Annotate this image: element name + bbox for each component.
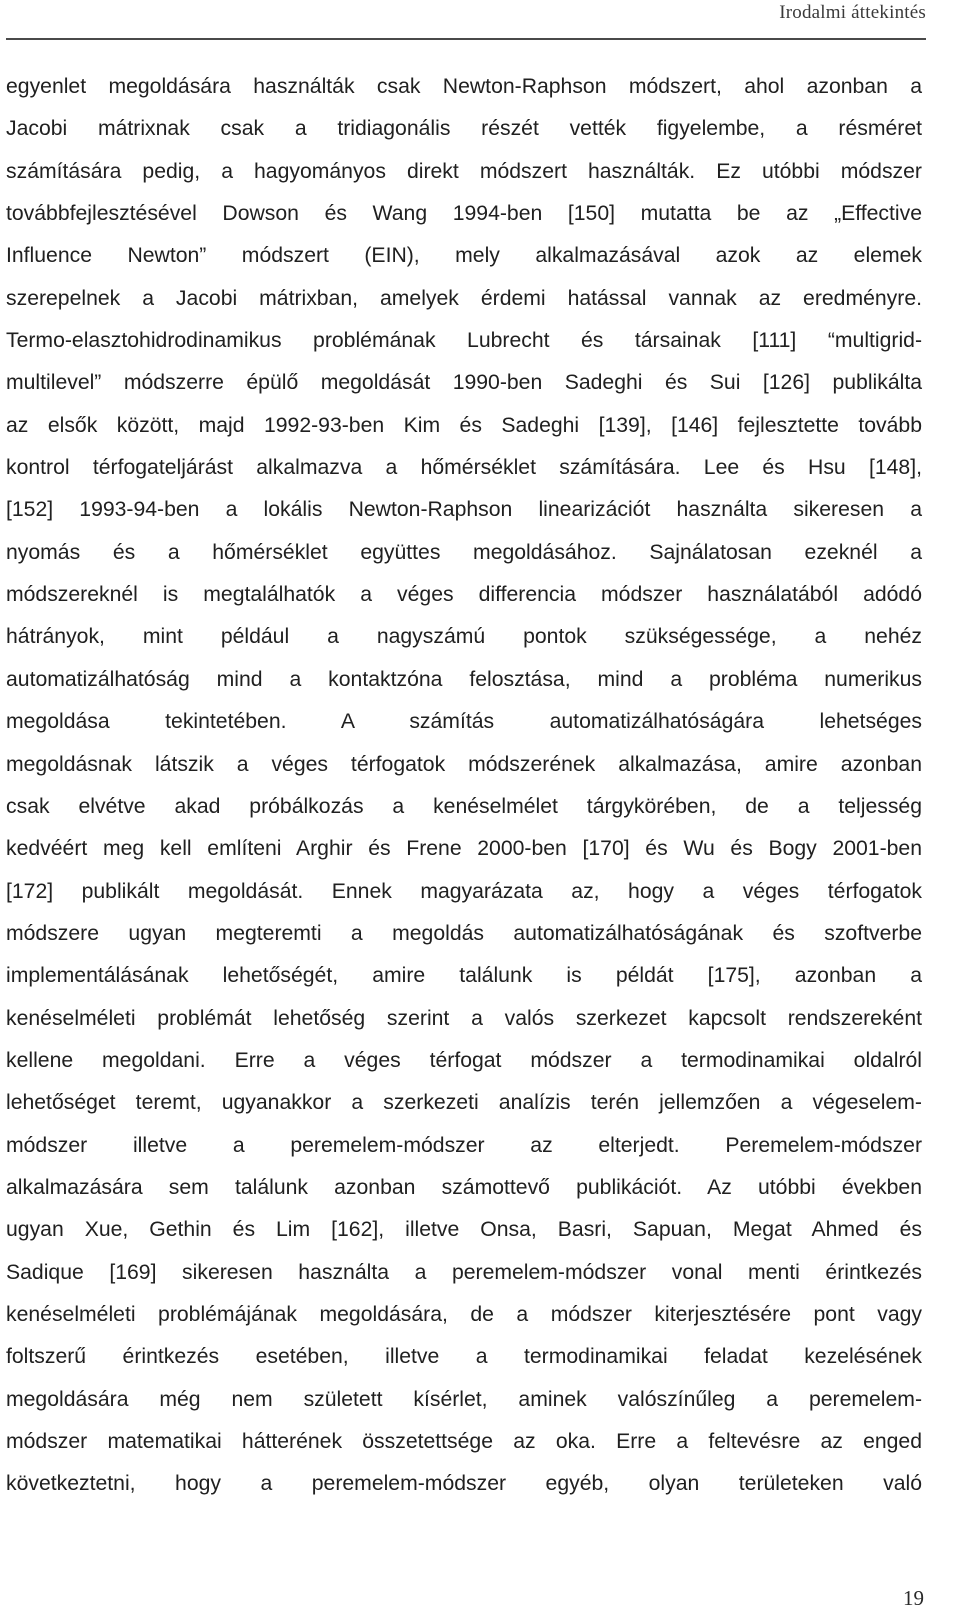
text-line: továbbfejlesztésével Dowson és Wang 1994-ben [150] mutatta be az „Effective	[6, 202, 922, 226]
page-number: 19	[903, 1586, 924, 1610]
text-line: megoldása tekintetében. A számítás automatizálhatóságára lehetséges	[6, 710, 922, 734]
text-line: foltszerű érintkezés esetében, illetve a termodinamikai feladat kezelésének	[6, 1345, 922, 1369]
text-line: módszere ugyan megteremti a megoldás automatizálhatóságának és szoftverbe	[6, 921, 922, 945]
text-line: automatizálhatóság mind a kontaktzóna felosztása, mind a probléma numerikus	[6, 667, 922, 691]
text-line: Influence Newton” módszert (EIN), mely alkalmazásával azok az elemek	[6, 244, 922, 268]
text-line: kenéselméleti problémát lehetőség szerint a valós szerkezet kapcsolt rendszereként	[6, 1006, 922, 1030]
text-line: multilevel” módszerre épülő megoldását 1990-ben Sadeghi és Sui [126] publikálta	[6, 371, 922, 395]
text-line: megoldására még nem született kísérlet, aminek valószínűleg a peremelem-	[6, 1387, 922, 1411]
running-header: Irodalmi áttekintés	[779, 2, 926, 23]
text-line: Termo-elasztohidrodinamikus problémának Lubrecht és társainak [111] “multigrid-	[6, 329, 922, 353]
body-paragraph	[6, 66, 922, 1506]
text-line: megoldásnak látszik a véges térfogatok módszerének alkalmazása, amire azonban	[6, 752, 922, 776]
text-line: következtetni, hogy a peremelem-módszer egyéb, olyan területeken való	[6, 1472, 922, 1496]
text-line: hátrányok, mint például a nagyszámú pontok szükségessége, a nehéz	[6, 625, 922, 649]
text-line: [172] publikált megoldását. Ennek magyarázata az, hogy a véges térfogatok	[6, 879, 922, 903]
text-line: csak elvétve akad próbálkozás a kenéselmélet tárgykörében, de a teljesség	[6, 794, 922, 818]
text-line: módszereknél is megtalálhatók a véges differencia módszer használatából adódó	[6, 583, 922, 607]
text-line: Jacobi mátrixnak csak a tridiagonális részét vették figyelembe, a résméret	[6, 117, 922, 141]
text-line: nyomás és a hőmérséklet együttes megoldásához. Sajnálatosan ezeknél a	[6, 540, 922, 564]
text-line: kedvéért meg kell említeni Arghir és Frene 2000-ben [170] és Wu és Bogy 2001-ben	[6, 837, 922, 861]
text-line: kontrol térfogateljárást alkalmazva a hőmérséklet számítására. Lee és Hsu [148],	[6, 456, 922, 480]
text-line: számítására pedig, a hagyományos direkt módszert használták. Ez utóbbi módszer	[6, 159, 922, 183]
text-line: implementálásának lehetőségét, amire találunk is példát [175], azonban a	[6, 964, 922, 988]
text-line: egyenlet megoldására használták csak Newton-Raphson módszert, ahol azonban a	[6, 75, 922, 98]
text-line: [152] 1993-94-ben a lokális Newton-Raphson linearizációt használta sikeresen a	[6, 498, 922, 522]
text-line: alkalmazására sem találunk azonban számottevő publikációt. Az utóbbi években	[6, 1175, 922, 1199]
header-rule	[6, 38, 926, 40]
text-line: ugyan Xue, Gethin és Lim [162], illetve Onsa, Basri, Sapuan, Megat Ahmed és	[6, 1218, 922, 1242]
text-line: az elsők között, majd 1992-93-ben Kim és Sadeghi [139], [146] fejlesztette tovább	[6, 413, 922, 437]
text-line: szerepelnek a Jacobi mátrixban, amelyek érdemi hatással vannak az eredményre.	[6, 286, 922, 310]
text-line: kellene megoldani. Erre a véges térfogat módszer a termodinamikai oldalról	[6, 1048, 922, 1072]
text-line: kenéselméleti problémájának megoldására, de a módszer kiterjesztésére pont vagy	[6, 1302, 922, 1326]
text-line: módszer matematikai hátterének összetettsége az oka. Erre a feltevésre az enged	[6, 1430, 922, 1453]
text-line: módszer illetve a peremelem-módszer az elterjedt. Peremelem-módszer	[6, 1133, 922, 1157]
text-line: Sadique [169] sikeresen használta a peremelem-módszer vonal menti érintkezés	[6, 1260, 922, 1284]
text-line: lehetőséget teremt, ugyanakkor a szerkezeti analízis terén jellemzően a végeselem-	[6, 1091, 922, 1115]
